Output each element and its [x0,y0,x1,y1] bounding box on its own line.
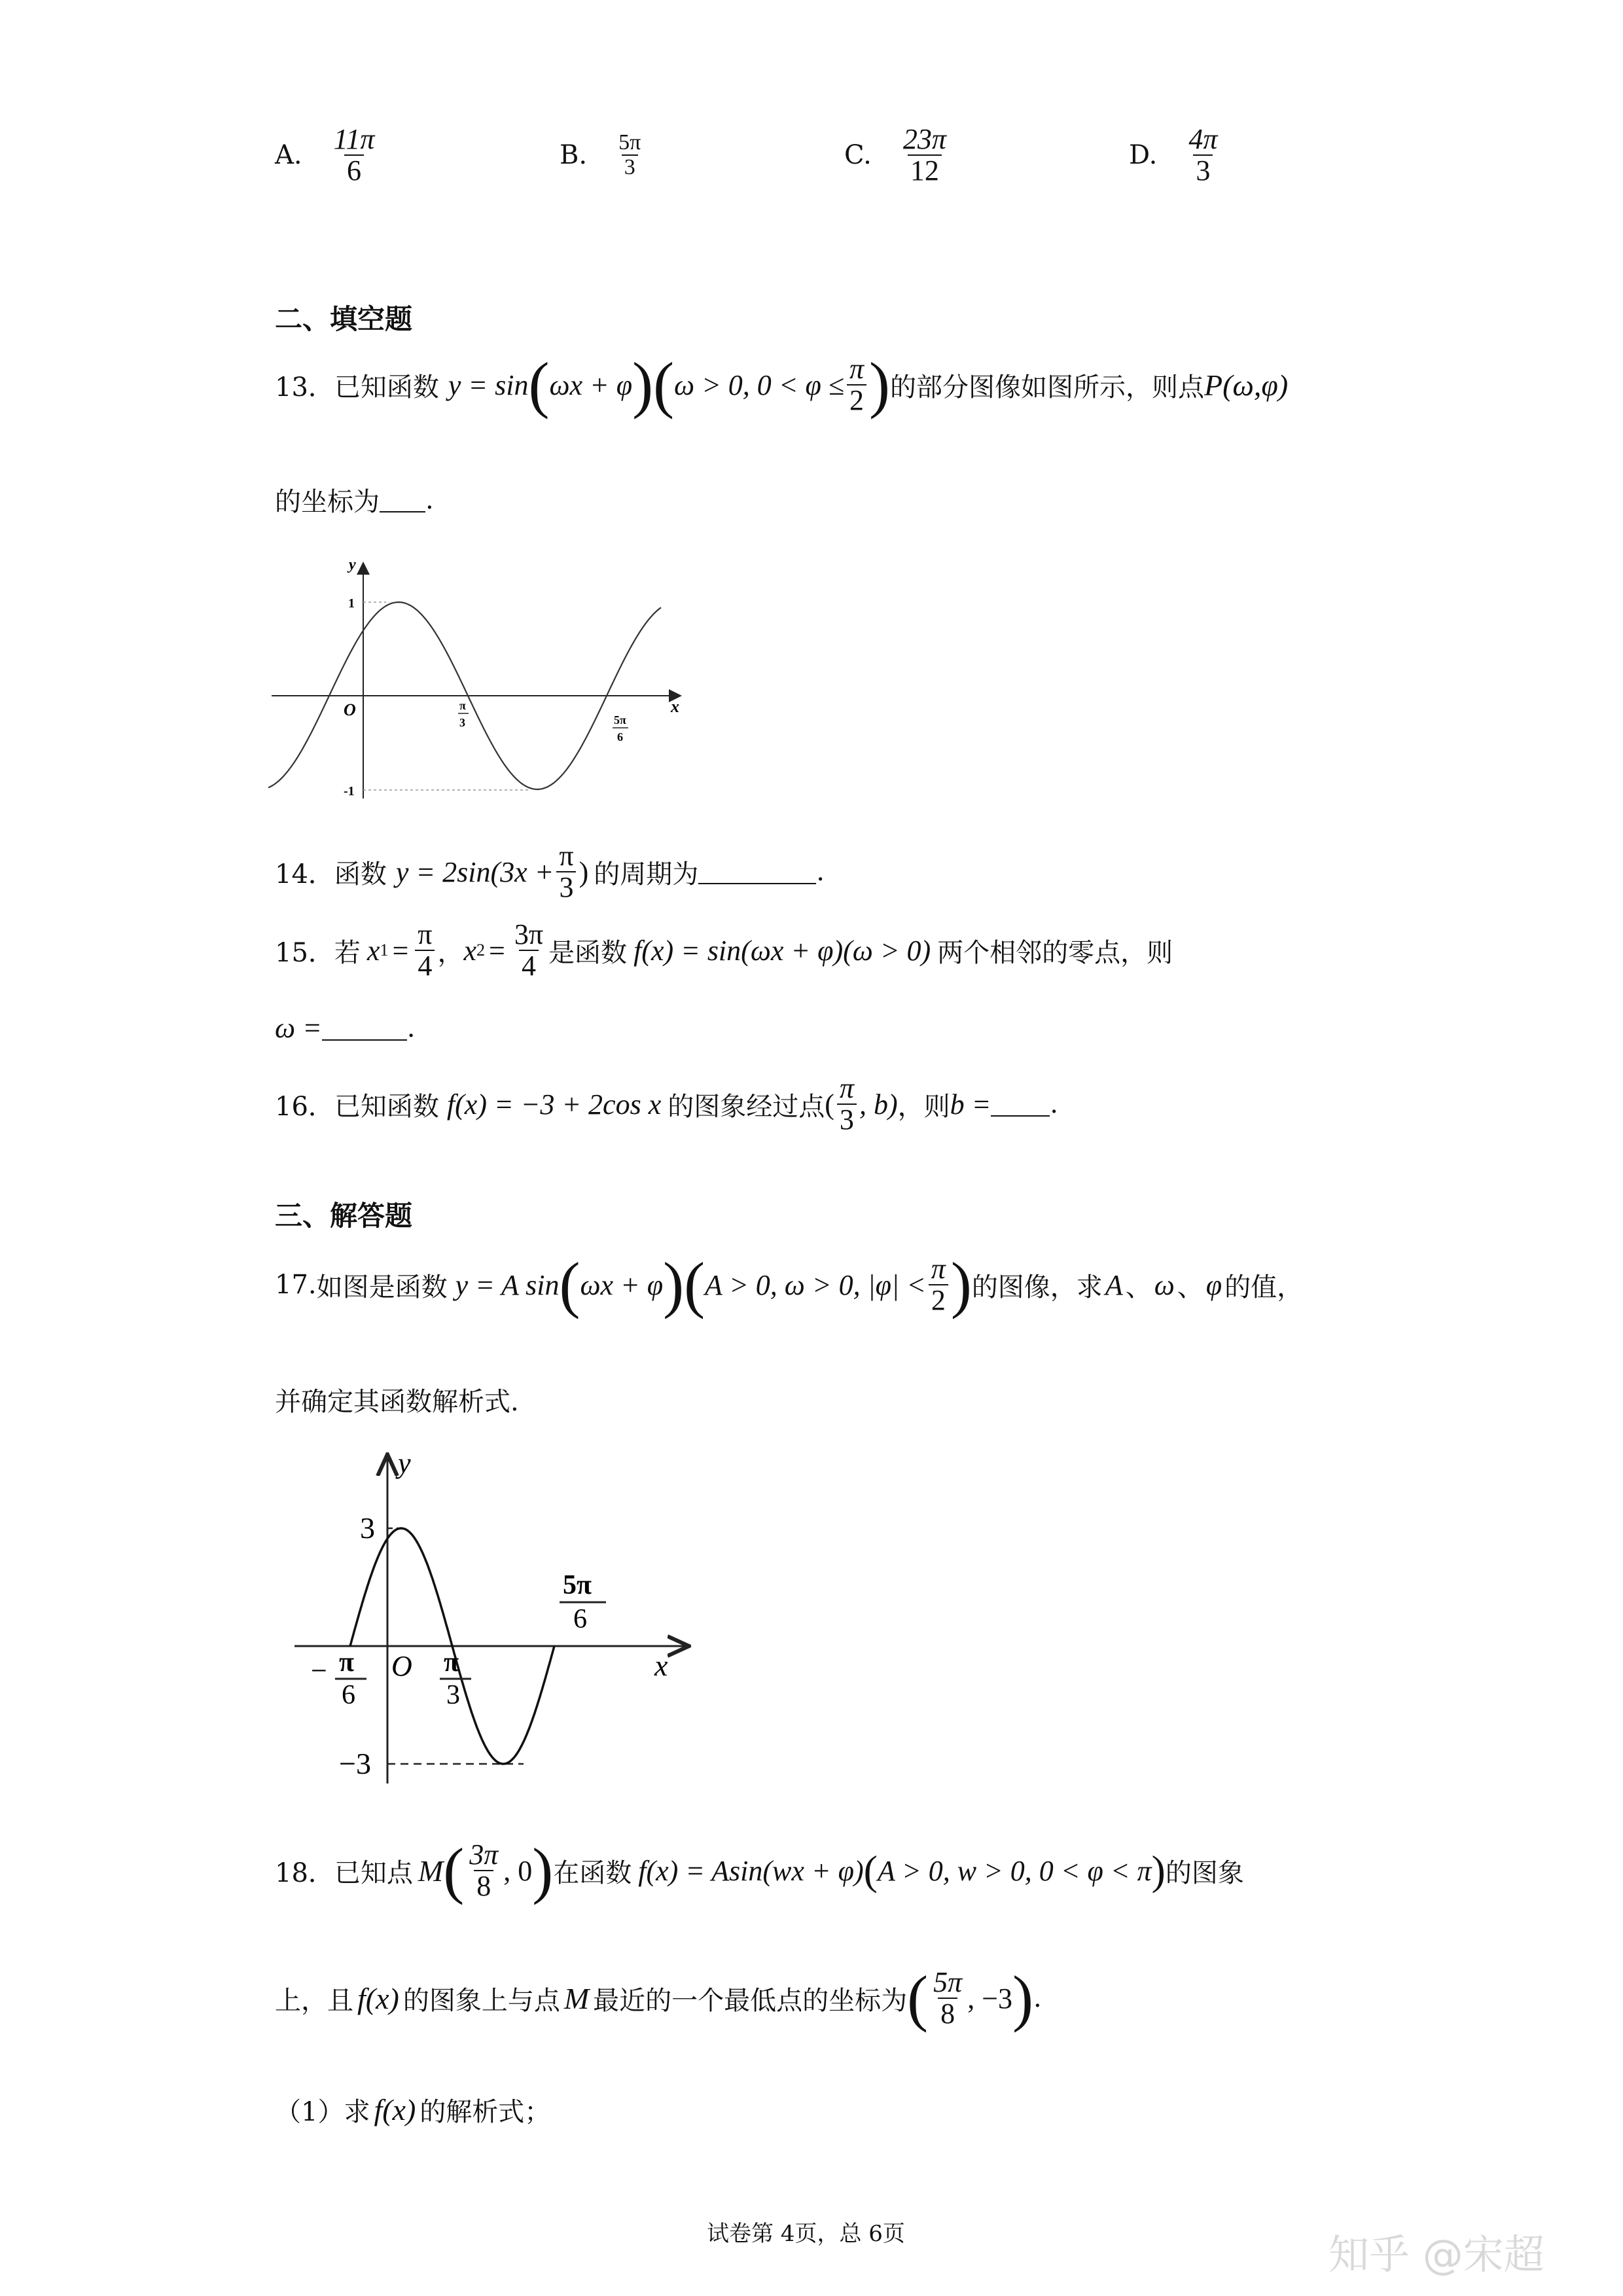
graph2-neg-tick-denominator: 6 [342,1680,355,1710]
q16-b-equals: b = [950,1088,991,1121]
q18-line2-c: 最近的一个最低点的坐标为 [593,1985,908,2016]
q18-part1-function: f(x) [374,2093,416,2126]
q18-low-open: ( [907,1963,929,2033]
q16-denominator: 3 [837,1103,857,1135]
graph2-y-label: y [398,1447,411,1479]
graph1-tick2-numerator: 5π [614,713,626,726]
graph2-y-min-label: −3 [339,1747,371,1780]
q18-point-m: M [418,1854,444,1888]
q14-expr: y = 2sin(3x + [395,855,554,888]
q18-low-numerator: 5π [933,1965,963,1998]
q17-condition: A > 0, ω > 0, |φ| < [705,1268,926,1301]
q17-var-a: A [1105,1268,1123,1301]
choice-c-fraction [901,124,949,186]
graph2-tick1-numerator: π [444,1647,459,1677]
q18-m-fraction [467,1840,501,1901]
question-18 [275,1835,1244,1905]
choice-b-numerator: 5π [618,130,641,154]
q15-function: f(x) = sin(ωx + φ)(ω > 0) [633,934,931,967]
q18-m-close: ) [532,1835,554,1905]
q17-paren-open: ( [559,1249,580,1319]
q15-text-a: 若 [334,937,361,968]
q13-condition: ω > 0, 0 < φ ≤ [674,368,844,401]
choice-c-label: C. [844,140,872,171]
q18-m-denominator: 8 [474,1870,493,1901]
graph1-tick1-numerator: π [459,699,466,712]
question-17 [275,1249,1304,1319]
q17-text-b: 的图像，求 [971,1272,1103,1302]
choice-d-label: D. [1129,140,1158,171]
question-13-line2 [275,481,434,518]
q17-cond-numerator: π [931,1252,946,1285]
q15-x2-subscript: 2 [476,941,486,960]
question-18-line2 [275,1963,1042,2033]
q13-cond-open: ( [653,350,675,420]
q17-line2: 并确定其函数解析式. [275,1387,519,1417]
q16-end: . [1050,1089,1059,1120]
graph1-y-min-label: -1 [344,784,355,798]
q15-x1-numerator: π [418,918,433,950]
q15-x1-fraction [415,920,435,981]
sine-graph-2 [294,1443,700,1797]
q18-part1-text: 的解析式； [419,2097,551,2127]
q16-fraction [837,1073,857,1135]
q14-close-paren: ) [579,855,589,888]
q18-m-numerator: 3π [469,1838,499,1871]
choice-d-denominator: 3 [1193,154,1213,186]
q17-number: 17. [275,1270,317,1300]
graph1-tick1-denominator: 3 [459,716,465,729]
q15-text-c: 两个相邻的零点，则 [937,937,1173,968]
choice-d-numerator: 4π [1188,123,1218,155]
graph1-x-label: x [671,697,679,716]
q17-var-phi: φ [1205,1268,1222,1301]
q14-text-b: 的周期为 [594,859,699,889]
q17-condition-fraction [929,1254,948,1316]
q15-x1-equals: = [392,934,409,967]
q15-x1: x [366,934,380,967]
graph1-y-max-label: 1 [348,596,355,611]
q13-paren-close: ) [632,350,654,420]
q14-end: . [816,857,825,888]
q13-end: . [425,484,434,515]
q13-number: 13． [275,372,334,403]
page-footer: 试卷第 4页，总 6页 [707,2221,905,2247]
q17-expr2: ωx + φ [580,1268,664,1301]
q15-number: 15． [275,937,334,968]
q16-open-paren: ( [825,1088,834,1121]
choice-d-fraction [1186,124,1220,186]
q16-text-c: ，则 [897,1091,950,1122]
graph1-tick2-denominator: 6 [617,730,623,744]
q13-cond-denominator: 2 [847,384,866,416]
question-13 [275,350,1289,420]
choice-b-label: B. [560,139,588,170]
q18-number: 18． [275,1857,334,1888]
q18-low-denominator: 8 [938,1998,957,2029]
q13-point: P(ω,φ) [1204,368,1289,402]
q15-comma: ， [437,937,464,968]
q14-number: 14． [275,859,334,889]
q17-text-a: 如图是函数 [316,1272,448,1302]
question-16 [275,1073,1058,1135]
q17-sep1: 、 [1125,1272,1152,1302]
q13-text-c: 的坐标为 [275,487,380,517]
q14-text-a: 函数 [334,859,387,889]
q18-low-rest: , −3 [967,1982,1013,2015]
q16-answer-blank[interactable] [991,1092,1050,1117]
q15-text-b: 是函数 [548,937,628,968]
choice-a [275,124,380,186]
choice-c [844,124,952,186]
q18-cond-close: ) [1151,1847,1166,1893]
q17-cond-open: ( [684,1249,705,1319]
section-fill-blank-heading: 二、填空题 [275,303,413,335]
choice-d [1129,124,1222,186]
q14-denominator: 3 [556,871,576,903]
sine-graph-1 [268,550,694,812]
q18-m-rest: , 0 [503,1854,533,1887]
q18-text-c: 的图象 [1165,1857,1244,1888]
q13-answer-blank[interactable] [380,488,425,512]
q18-condition: A > 0, w > 0, 0 < φ < π [877,1854,1152,1887]
q18-low-close: ) [1012,1963,1033,2033]
graph2-neg-tick-numerator: π [339,1647,355,1677]
graph2-neg-tick-sign: − [311,1655,327,1687]
q18-line2-b: 的图象上与点 [402,1985,560,2016]
q18-line2-end: . [1033,1983,1042,2013]
graph1-origin-label: O [344,700,356,719]
q13-cond-close: ) [869,350,890,420]
graph2-tick1-denominator: 3 [446,1680,460,1710]
choice-a-fraction [331,124,378,186]
q16-point-rest: , b) [859,1088,898,1121]
graph2-y-max-label: 3 [360,1511,375,1545]
choice-b-fraction [616,131,643,179]
q17-var-omega: ω [1154,1268,1175,1301]
q15-x2-numerator: 3π [514,918,544,950]
q13-expr1: y = sin [448,368,529,401]
q15-x1-subscript: 1 [380,941,389,960]
q14-answer-blank[interactable] [698,859,816,884]
q16-number: 16． [275,1091,334,1122]
watermark: 知乎 @宋超 [1329,2231,1544,2278]
q15-x2-denominator: 4 [519,950,539,981]
q13-text-a: 已知函数 [334,372,439,403]
q17-text-c: 的值， [1224,1272,1304,1302]
q17-paren-close: ) [663,1249,685,1319]
q18-m-open: ( [443,1835,465,1905]
q17-cond-denominator: 2 [929,1284,948,1316]
section-answer-heading: 三、解答题 [275,1200,413,1232]
q13-cond-numerator: π [849,352,865,385]
q18-part1-label: （1）求 [275,2097,370,2127]
q18-line2-a: 上，且 [275,1985,353,2016]
q18-line2-function: f(x) [357,1981,399,2015]
q15-x1-denominator: 4 [415,950,435,981]
q13-text-b: 的部分图像如图所示，则点 [890,372,1204,403]
graph2-tick2-denominator: 6 [573,1604,587,1634]
q15-x2-fraction [512,920,546,981]
q14-fraction [556,841,576,903]
q18-cond-open: ( [863,1847,878,1893]
graph2-origin-label: O [391,1650,412,1682]
graph2-x-label: x [654,1649,668,1682]
q18-text-b: 在函数 [553,1857,632,1888]
choice-b-denominator: 3 [622,154,638,179]
q15-x2-equals: = [489,934,505,967]
q13-expr2: ωx + φ [549,368,633,401]
choice-c-denominator: 12 [908,154,942,186]
question-15 [275,920,1173,981]
graph2-tick2-numerator: 5π [563,1570,592,1600]
q15-omega: ω = [275,1012,322,1044]
q16-text-a: 已知函数 [334,1091,439,1122]
choice-a-denominator: 6 [344,154,364,186]
choice-b [560,131,646,179]
q17-expr1: y = A sin [455,1268,560,1301]
q16-numerator: π [839,1072,854,1104]
q17-sep2: 、 [1177,1272,1204,1302]
q18-text-a: 已知点 [334,1857,413,1888]
choice-a-label: A. [275,140,302,171]
q15-end: . [406,1013,416,1043]
q17-cond-close: ) [950,1249,972,1319]
q14-numerator: π [559,840,574,872]
q15-x2: x [463,934,477,967]
q13-paren-open: ( [528,350,550,420]
question-14 [275,841,825,903]
q15-answer-blank[interactable] [322,1016,407,1041]
choice-a-numerator: 11π [333,123,375,155]
choice-c-numerator: 23π [902,123,946,155]
q16-text-b: 的图象经过点 [668,1091,825,1122]
question-15-line2 [275,1011,415,1045]
q18-line2-point-m: M [563,1981,590,2015]
q16-expr: f(x) = −3 + 2cos x [446,1088,662,1121]
q13-condition-fraction [847,354,866,416]
q18-low-fraction [931,1967,965,2029]
graph1-y-label: y [349,556,356,573]
q18-function: f(x) = Asin(wx + φ) [638,1854,864,1887]
question-18-part1 [275,2091,550,2128]
